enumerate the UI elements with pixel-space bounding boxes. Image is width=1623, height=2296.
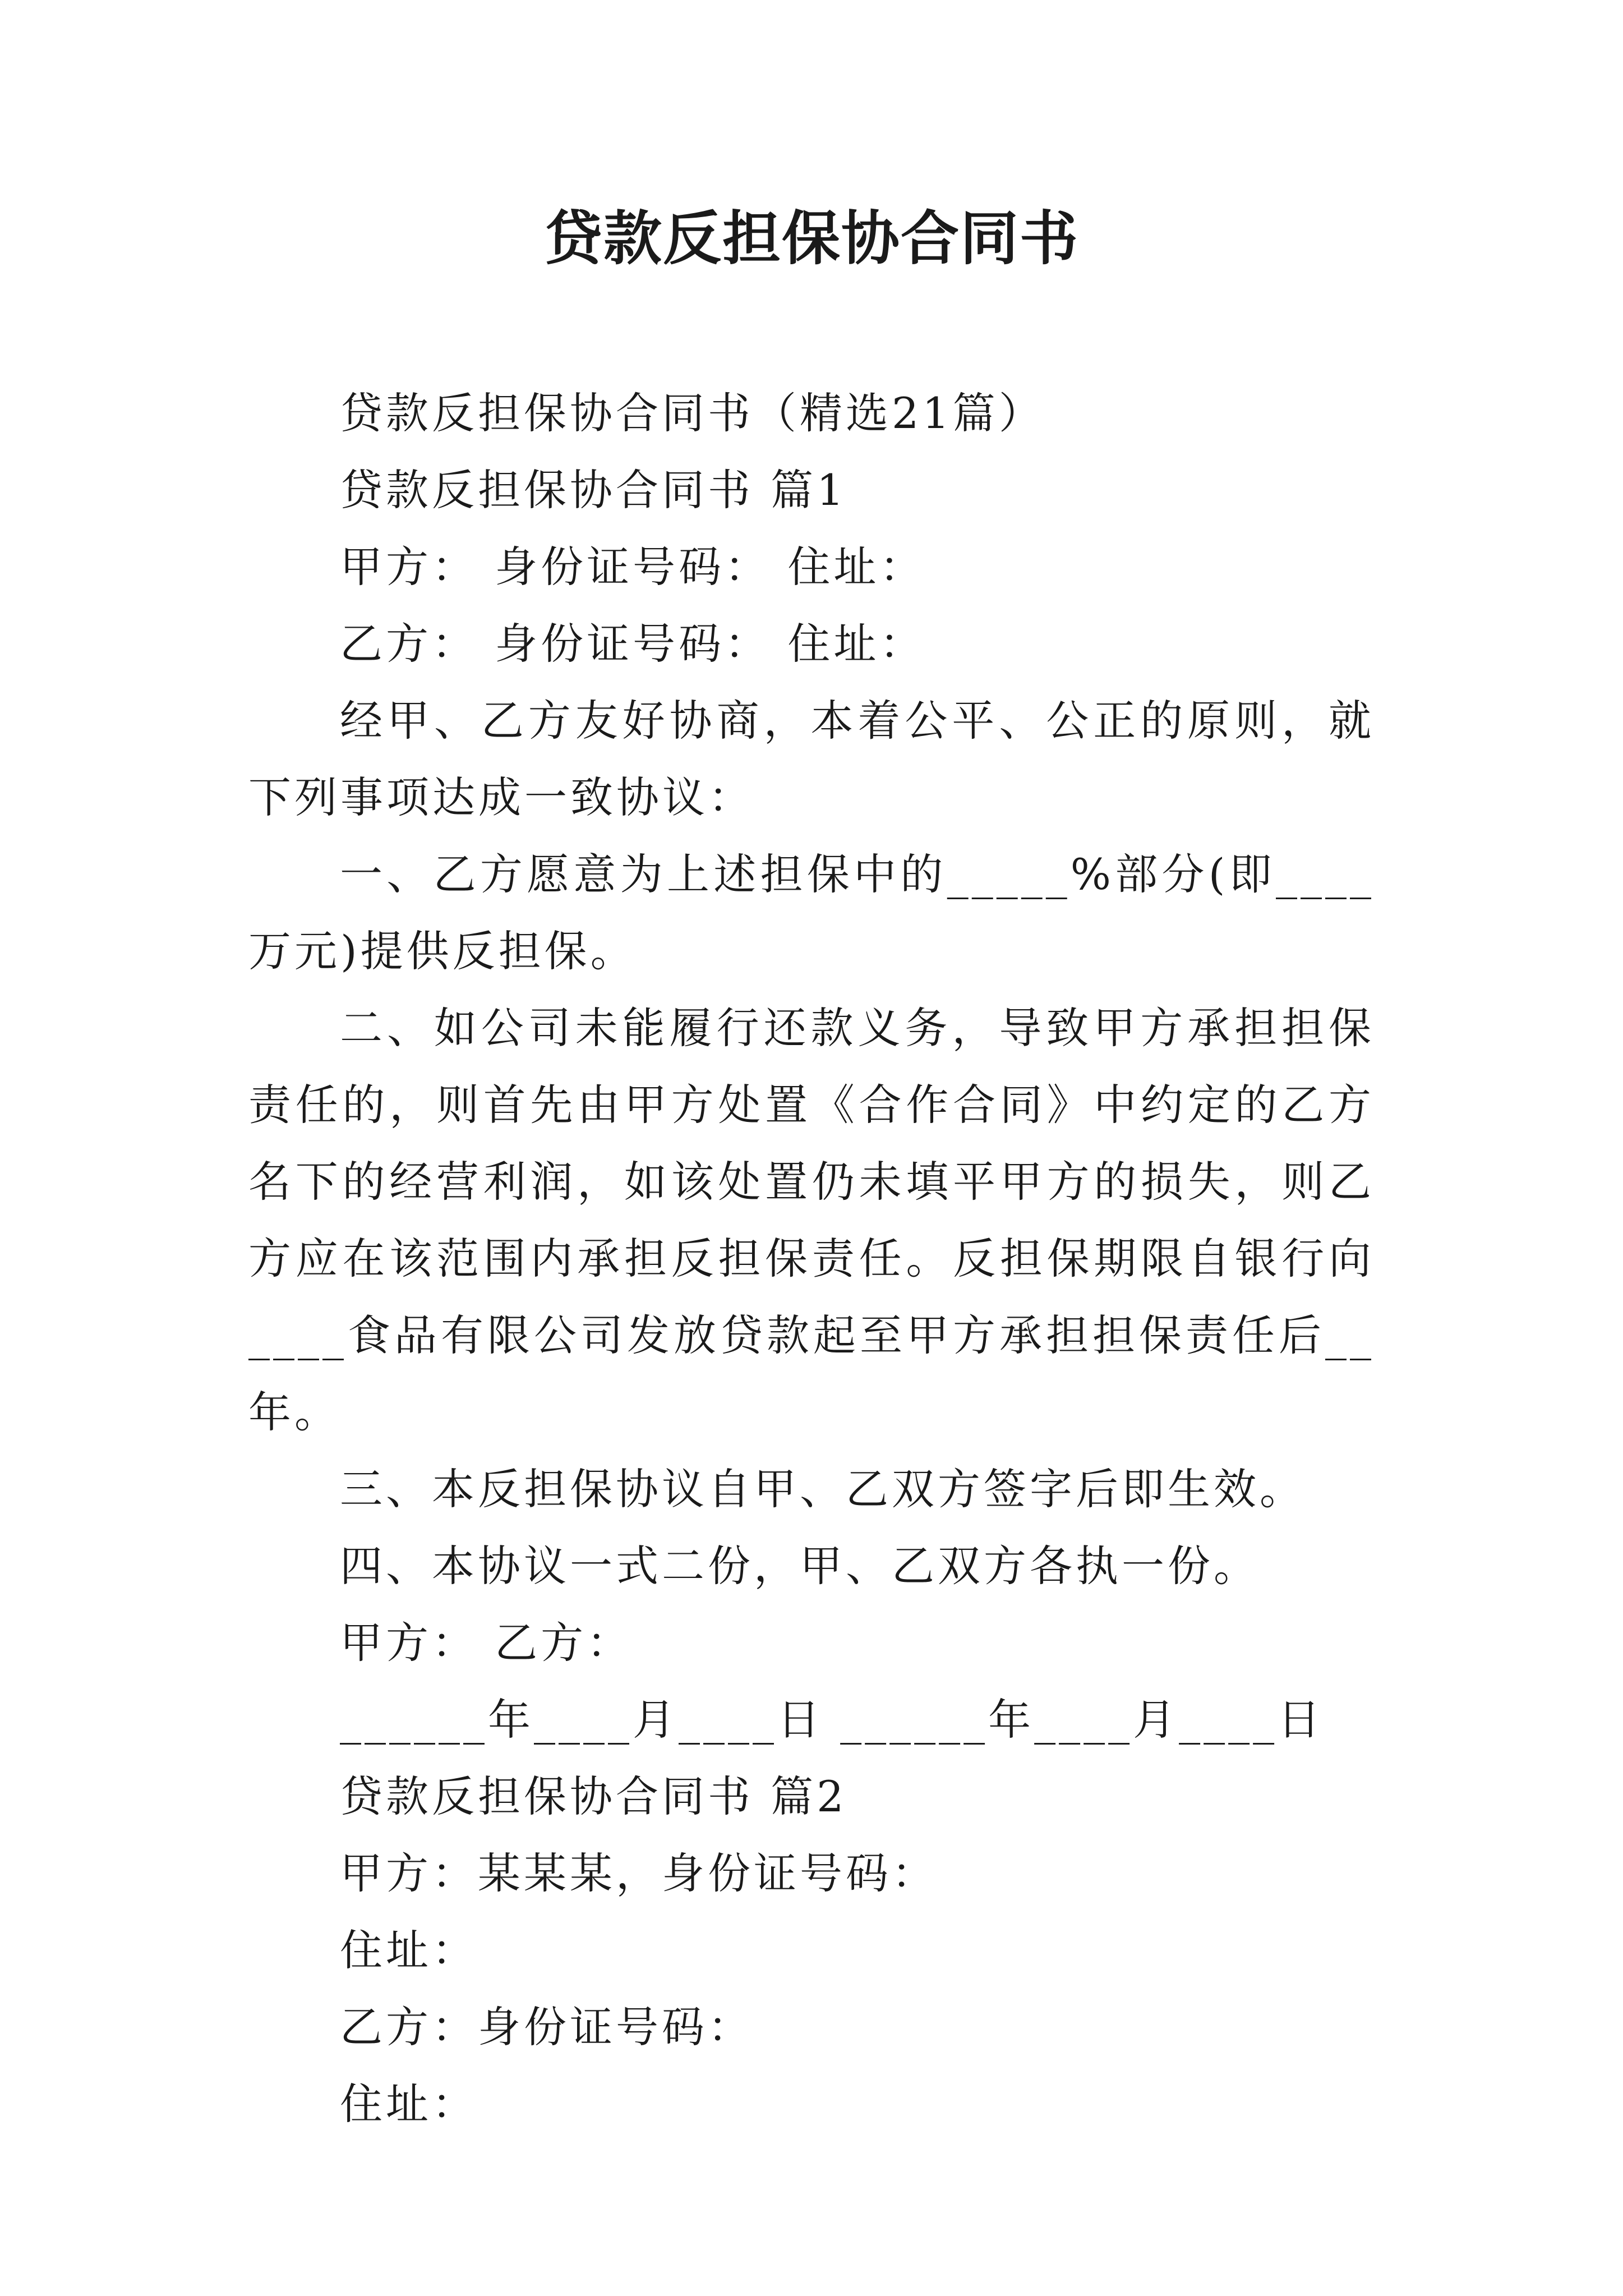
paragraph-clause-1: 一、乙方愿意为上述担保中的_____%部分(即____万元)提供反担保。 (248, 849, 1375, 976)
paragraph-section-heading-2: 贷款反担保协合同书 篇2 (340, 1772, 847, 1821)
paragraph-section-heading-1: 贷款反担保协合同书 篇1 (340, 465, 847, 515)
paragraph-address-a-2: 住址： (340, 1925, 478, 1975)
paragraph-clause-2: 二、如公司未能履行还款义务，导致甲方承担担保责任的，则首先由甲方处置《合作合同》中约定的乙方名下的经营利润，如该处置仍未填平甲方的损失，则乙方应在该范围内承担反担保责任。反担保期限自银行向____食品有限公司发放贷款起至甲方承担担保责任后__年。 (248, 1003, 1375, 1437)
paragraph-party-a-2: 甲方：某某某，身份证号码： (340, 1848, 938, 1898)
paragraph-dates: ______年____月____日 ______年____月____日 (340, 1695, 1324, 1745)
document-body (248, 375, 1375, 2142)
paragraph-signatures: 甲方： 乙方： (340, 1618, 633, 1668)
paragraph-preamble: 经甲、乙方友好协商，本着公平、公正的原则，就下列事项达成一致协议： (248, 696, 1375, 822)
paragraph-clause-3: 三、本反担保协议自甲、乙双方签字后即生效。 (340, 1464, 1306, 1514)
paragraph-party-b-2: 乙方：身份证号码： (340, 2002, 754, 2052)
paragraph-party-b: 乙方： 身份证号码： 住址： (340, 619, 926, 669)
paragraph-clause-4: 四、本协议一式二份，甲、乙双方各执一份。 (340, 1541, 1260, 1591)
document-title: 贷款反担保协合同书 (543, 204, 1079, 273)
paragraph-address-b-2: 住址： (340, 2079, 478, 2129)
paragraph-party-a: 甲方： 身份证号码： 住址： (340, 542, 926, 592)
paragraph-subtitle: 贷款反担保协合同书（精选21篇） (340, 388, 1045, 438)
